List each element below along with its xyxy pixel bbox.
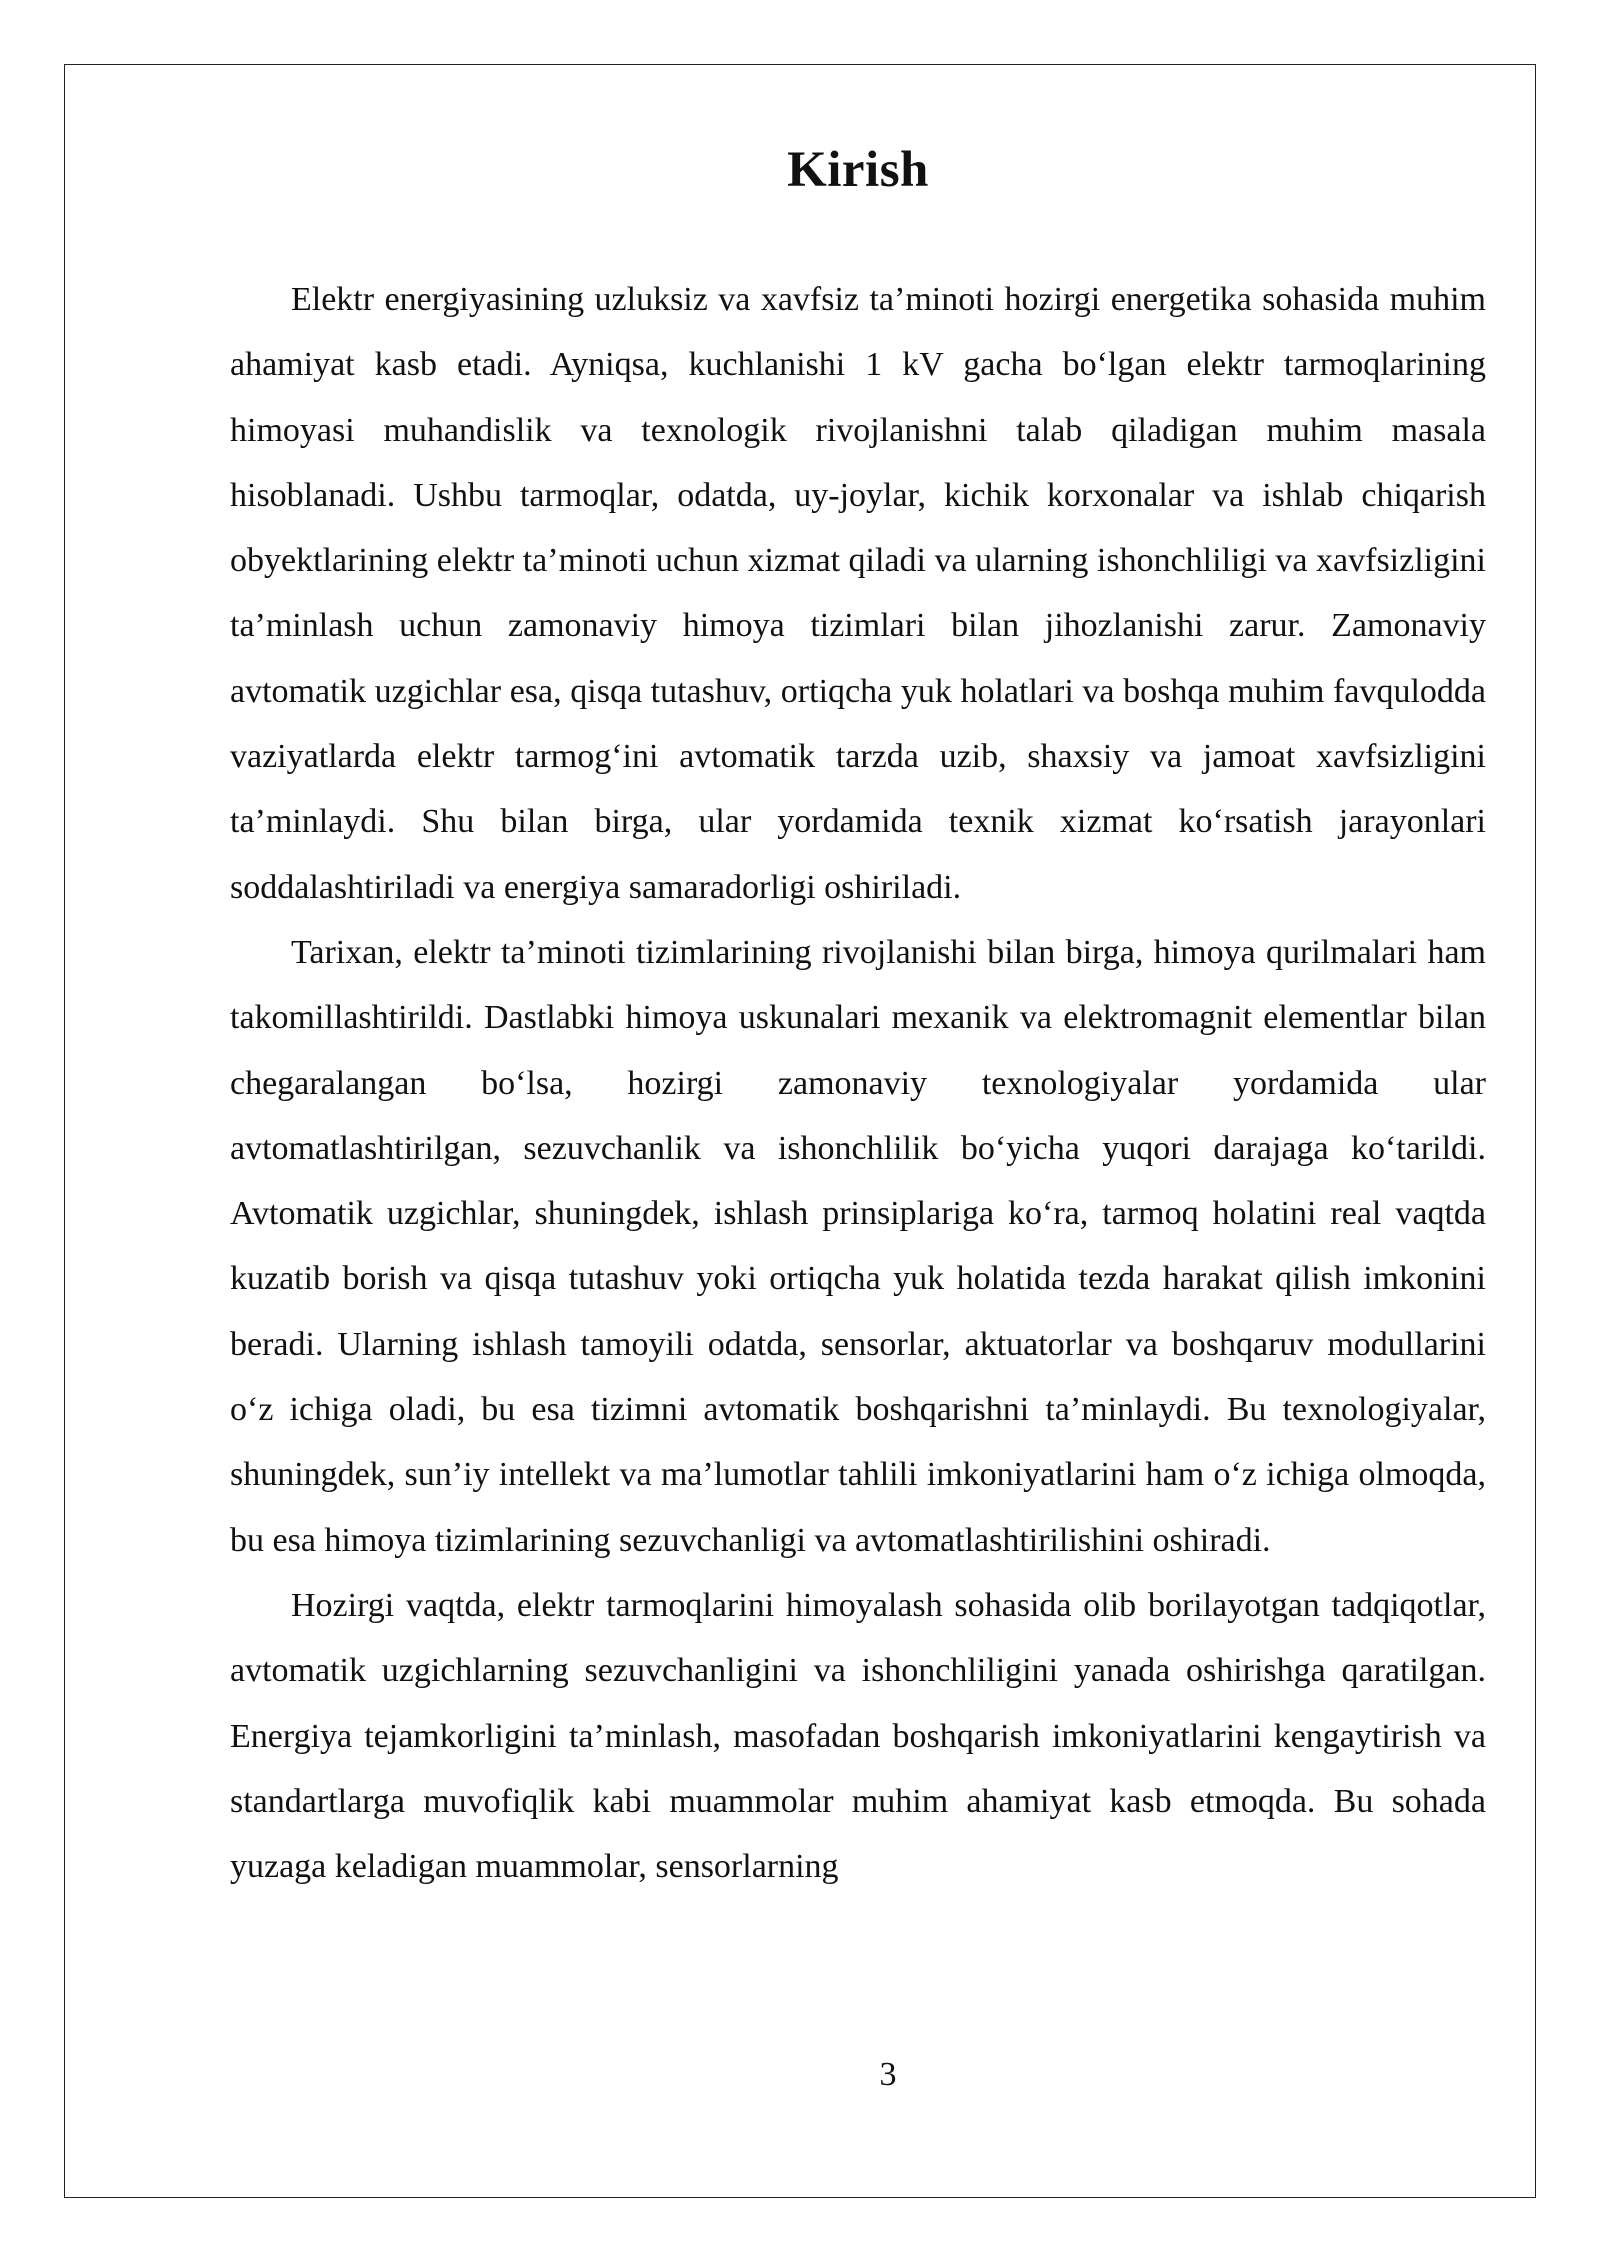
- paragraph-3: Hozirgi vaqtda, elektr tarmoqlarini himoyalash sohasida olib borilayotgan tadqiqotlar, avtomatik uzgichlarning sezuvchanligini va ishonchliligini yanada oshirishga qaratilgan. Energiya tejamkorligini ta’minlash, masofadan boshqarish imkoniyatlarini kengaytirish va standartlarga muvofiqlik kabi muammolar muhim ahamiyat kasb etmoqda. Bu sohada yuzaga keladigan muammolar, sensorlarning: [230, 1586, 1486, 1886]
- paragraph-2: Tarixan, elektr ta’minoti tizimlarining rivojlanishi bilan birga, himoya qurilmalari ham takomillashtirildi. Dastlabki himoya uskunalari mexanik va elektromagnit elementlar bilan chegaralangan bo‘lsa, hozirgi zamonaviy texnologiyalar yordamida ular avtomatlashtirilgan, sezuvchanlik va ishonchlilik bo‘yicha yuqori darajaga ko‘tarildi. Avtomatik uzgichlar, shuningdek, ishlash prinsiplariga ko‘ra, tarmoq holatini real vaqtda kuzatib borish va qisqa tutashuv yoki ortiqcha yuk holatida tezda harakat qilish imkonini beradi. Ularning ishlash tamoyili odatda, sensorlar, aktuatorlar va boshqaruv modullarini o‘z ichiga oladi, bu esa tizimni avtomatik boshqarishni ta’minlaydi. Bu texnologiyalar, shuningdek, sun’iy intellekt va ma’lumotlar tahlili imkoniyatlarini ham o‘z ichiga olmoqda, bu esa himoya tizimlarining sezuvchanligi va avtomatlashtirilishini oshiradi.: [230, 933, 1486, 1559]
- page-number: 3: [879, 2056, 897, 2093]
- paragraph-1: Elektr energiyasining uzluksiz va xavfsiz ta’minoti hozirgi energetika sohasida muhim ahamiyat kasb etadi. Ayniqsa, kuchlanishi 1 kV gacha bo‘lgan elektr tarmoqlarining himoyasi muhandislik va texnologik rivojlanishni talab qiladigan muhim masala hisoblanadi. Ushbu tarmoqlar, odatda, uy-joylar, kichik korxonalar va ishlab chiqarish obyektlarining elektr ta’minoti uchun xizmat qiladi va ularning ishonchliligi va xavfsizligini ta’minlash uchun zamonaviy himoya tizimlari bilan jihozlanishi zarur. Zamonaviy avtomatik uzgichlar esa, qisqa tutashuv, ortiqcha yuk holatlari va boshqa muhim favqulodda vaziyatlarda elektr tarmog‘ini avtomatik tarzda uzib, shaxsiy va jamoat xavfsizligini ta’minlaydi. Shu bilan birga, ular yordamida texnik xizmat ko‘rsatish jarayonlari soddalashtiriladi va energiya samaradorligi oshiriladi.: [230, 281, 1486, 906]
- document-body: [230, 142, 1486, 1899]
- page-title: Kirish: [787, 142, 929, 198]
